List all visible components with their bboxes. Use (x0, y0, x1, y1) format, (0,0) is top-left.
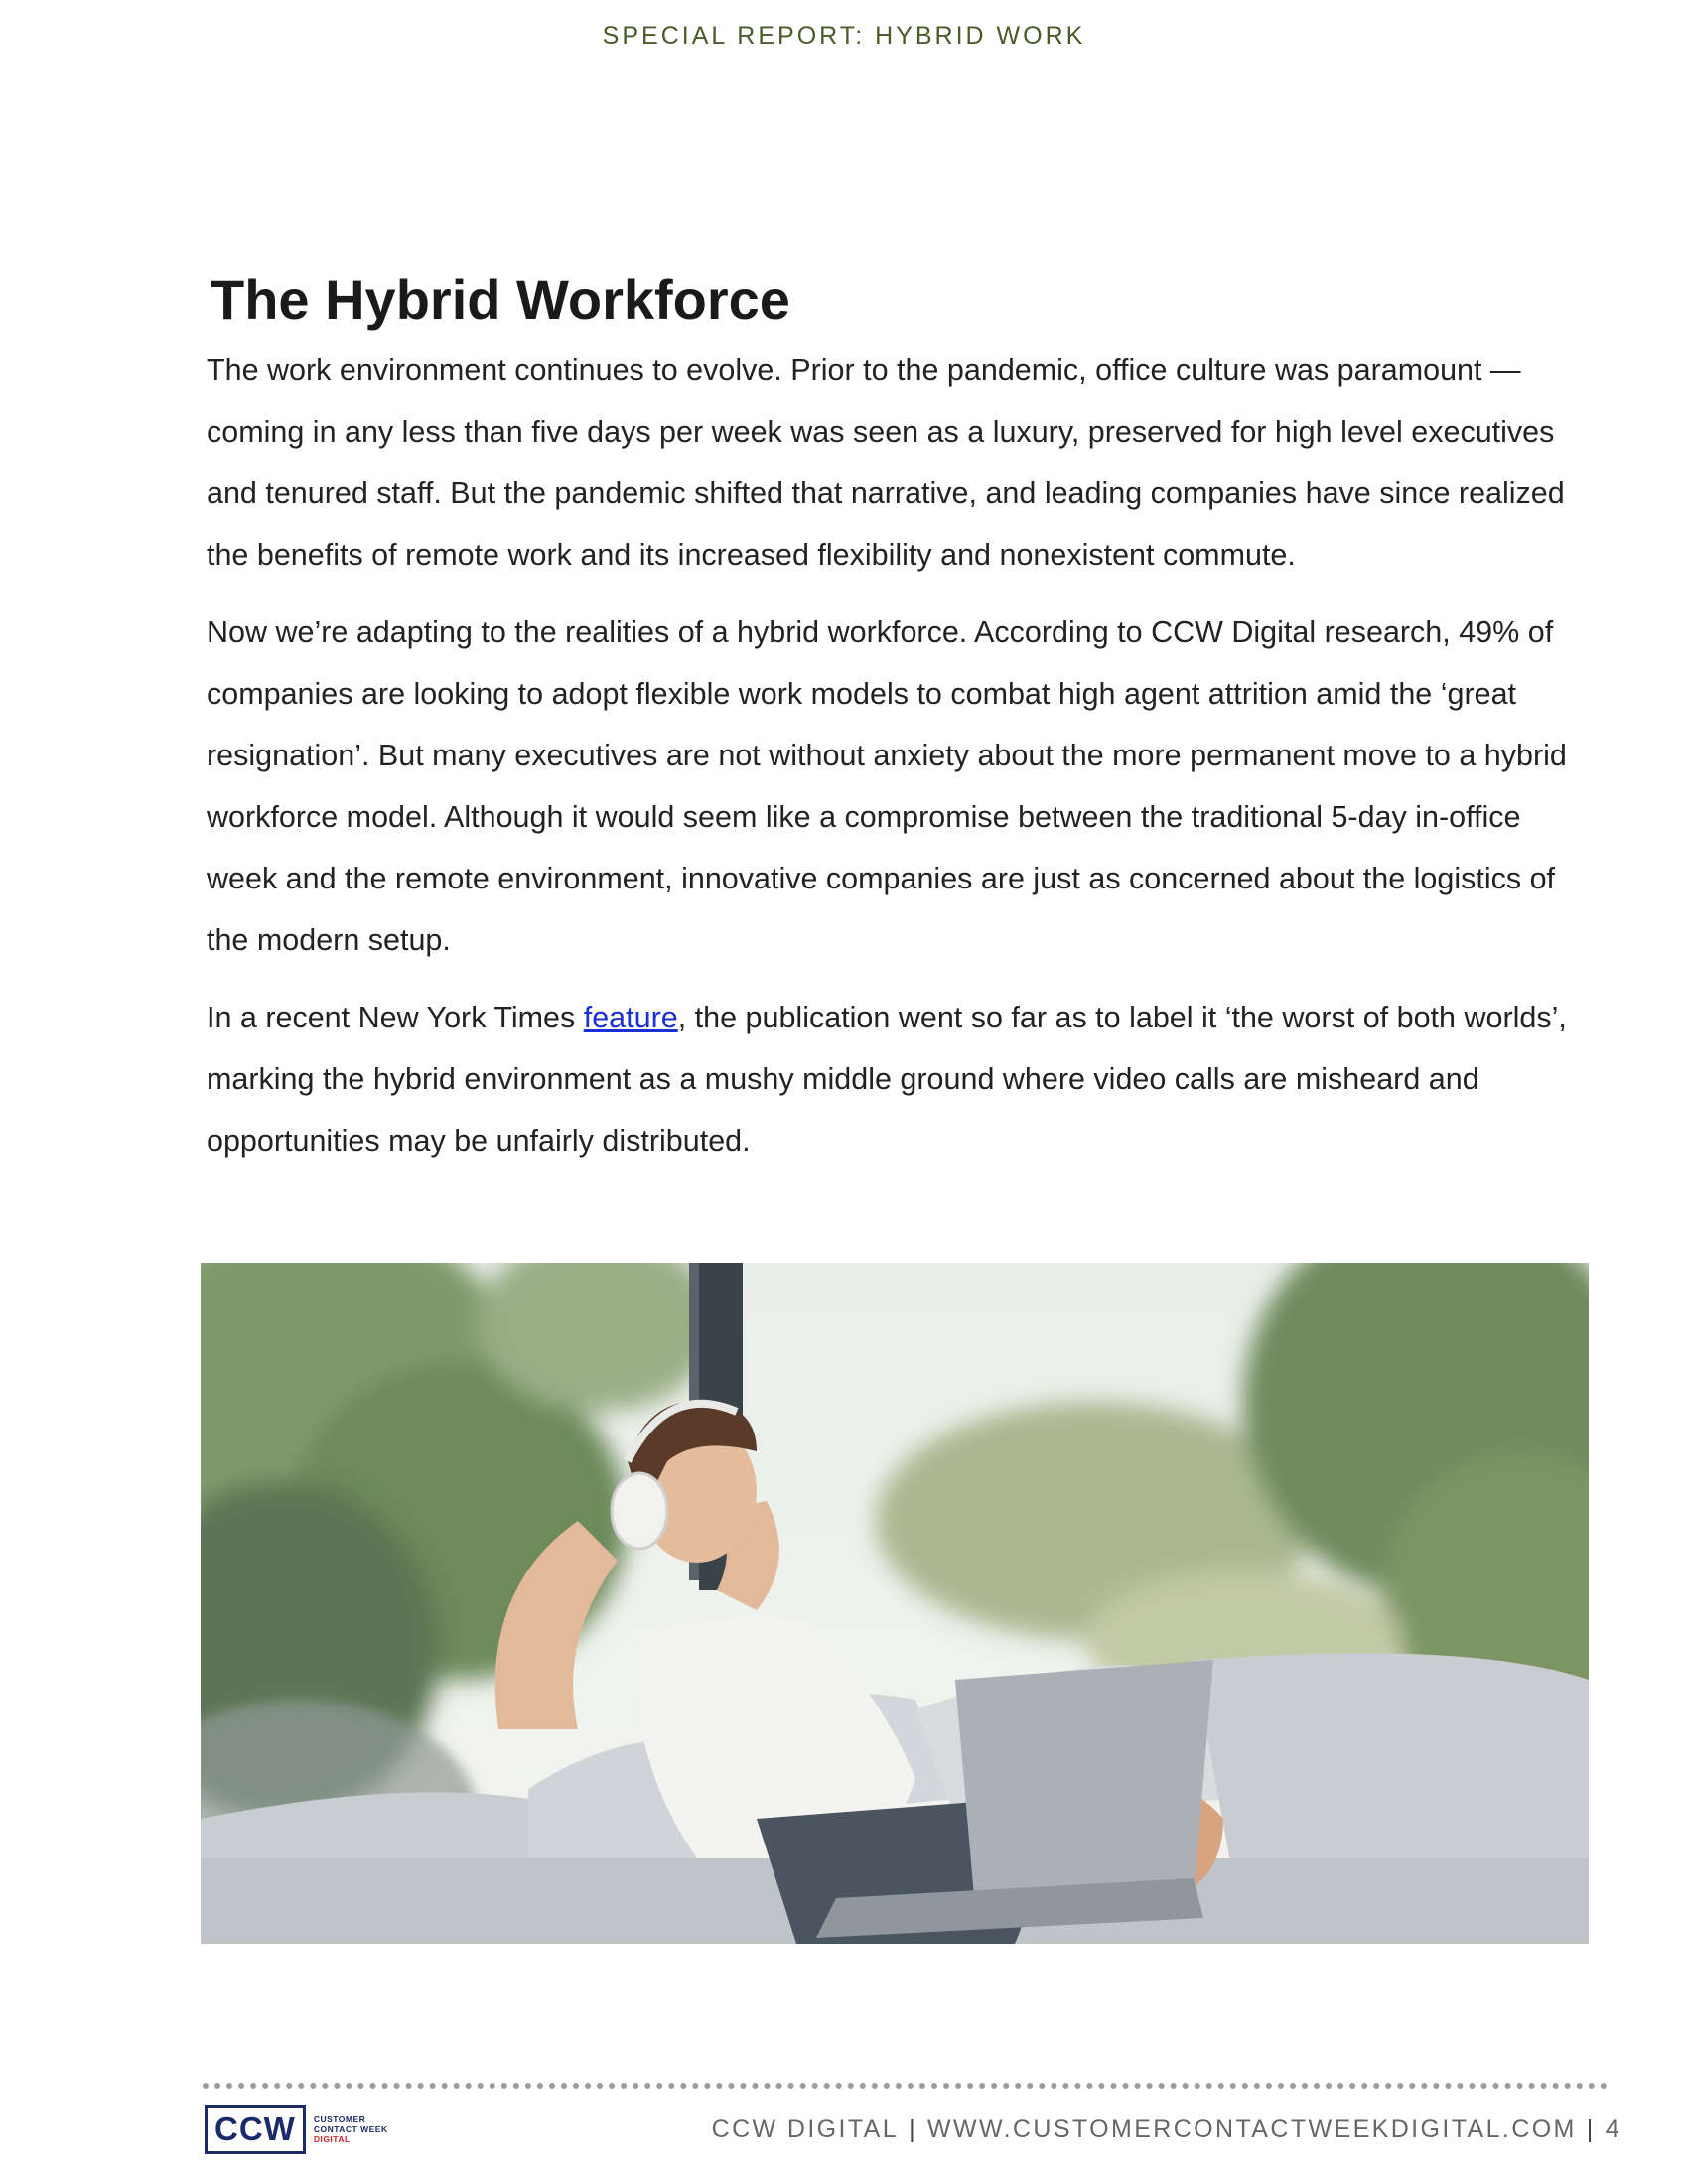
article (207, 260, 1592, 1187)
footer-separator: | (909, 2116, 917, 2143)
article-title: The Hybrid Workforce (211, 268, 790, 331)
logo-line-1: CUSTOMER (313, 2115, 366, 2124)
page-footer (712, 2116, 1621, 2144)
ccw-logo-words (314, 2115, 388, 2144)
paragraph-3 (207, 987, 1592, 1171)
feature-link[interactable]: feature (583, 1001, 678, 1034)
logo-line-2: CONTACT WEEK (313, 2124, 388, 2134)
ccw-logo-mark: CCW (205, 2105, 306, 2154)
footer-separator-2: | (1586, 2116, 1596, 2143)
footer-divider (203, 2083, 1608, 2089)
ccw-logo (205, 2104, 388, 2155)
footer-website: WWW.CUSTOMERCONTACTWEEKDIGITAL.COM (926, 2116, 1577, 2143)
paragraph-2: Now we’re adapting to the realities of a hybrid workforce. According to CCW Digital research, 49% of companies are looking to adopt flexible work models to combat high agent attrition amid the ‘great resignation’. But many executives are not without anxiety about the more permanent move to a hybrid workforce model. Although it would seem like a compromise between the traditional 5-day in-office week and the remote environment, innovative companies are just as concerned about the logistics of the modern setup. (207, 615, 1567, 957)
running-header: SPECIAL REPORT: HYBRID WORK (602, 22, 1086, 50)
article-photo (201, 1263, 1589, 1944)
paragraph-3-start: In a recent New York Times (207, 1001, 584, 1034)
paragraph-3-end: , the publication went so far as to label it ‘the worst of both worlds’, marking the hybrid environment as a mushy middle ground where video calls are misheard and opportunities may be unfairly distributed. (207, 1001, 1567, 1158)
woman-relaxing-with-laptop-illustration (201, 1263, 1589, 1944)
paragraph-1: The work environment continues to evolve. Prior to the pandemic, office culture was paramount — coming in any less than five days per week was seen as a luxury, preserved for high level executives and tenured staff. But the pandemic shifted that narrative, and leading companies have since realized the benefits of remote work and its increased flexibility and nonexistent commute. (207, 353, 1565, 572)
page-number: 4 (1605, 2116, 1621, 2143)
footer-brand: CCW DIGITAL (711, 2116, 900, 2143)
logo-line-3: DIGITAL (313, 2134, 351, 2144)
